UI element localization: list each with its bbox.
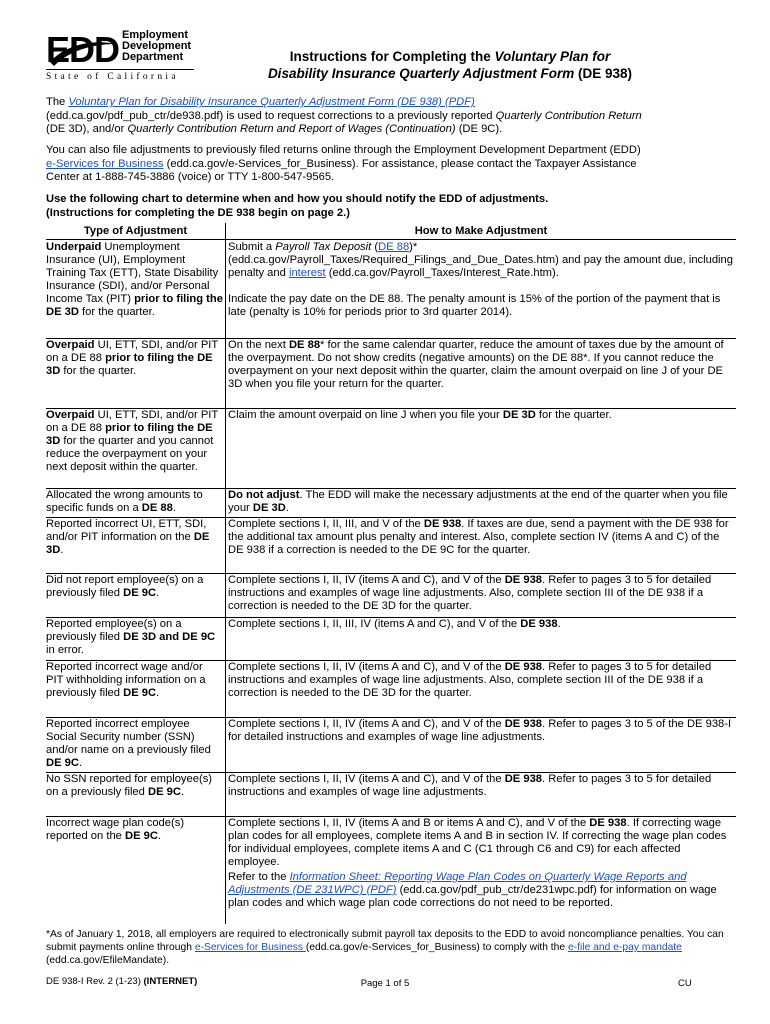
header-how-to-adjust: How to Make Adjustment [414, 225, 548, 237]
adjustment-instructions-cell: Complete sections I, II, IV (items A and C), and V of the DE 938. Refer to pages 3 to 5 for detailed instructions and examples of wage line adjustments. Also, complete section III of the DE 938 if a correction is needed to the DE 3D for the quarter. [228, 661, 712, 699]
adjustment-type-cell: Reported incorrect wage and/or PIT withholding information on a previously filed DE 9C. [46, 660, 226, 717]
de231wpc-link[interactable]: Information Sheet: Reporting Wage Plan Codes on Quarterly Wage Reports and Adjustments (DE 231WPC) (PDF) [228, 871, 687, 896]
adjustment-instructions-cell: Complete sections I, II, IV (items A and B or items A and C), and V of the DE 938. If correcting wage plan codes for all employees, complete items A and B in section IV. If correcting the wage plan codes for individual employees, complete items A and C (C1 through C6 and C9) for each affected employee. Refer to the Information Sheet: Reporting Wage Plan Codes on Quarterly Wage Reports and Adjustments (DE 231WPC) (PDF) (edd.ca.gov/pdf_pub_ctr/de231wpc.pdf) for information on wage plan codes and which wage plan code corrections do not need to be reported. [228, 817, 727, 909]
page-number: Page 1 of 5 [360, 978, 410, 989]
table-row [46, 816, 736, 924]
footnote-e-services-link[interactable]: e-Services for Business [194, 942, 306, 953]
adjustment-type-cell: Reported incorrect employee Social Security number (SSN) and/or name on a previously filed DE 9C. [46, 717, 226, 772]
table-row [46, 488, 736, 518]
table-row [46, 517, 736, 574]
adjustment-instructions-cell: Submit a Payroll Tax Deposit (DE 88)* (edd.ca.gov/Payroll_Taxes/Required_Filings_and_Due_Dates.htm) and pay the amount due, including penalty and interest (edd.ca.gov/Payroll_Taxes/Interest_Rate.htm). Indicate the pay date on the DE 88. The penalty amount is 15% of the portion of the payment that is late (penalty is 10% for periods prior to 3rd quarter 2014). [228, 241, 733, 318]
adjustment-type-cell: Reported employee(s) on a previously filed DE 3D and DE 9C in error. [46, 617, 226, 660]
de88-link[interactable]: DE 88 [378, 241, 410, 253]
cu-marker: CU [678, 978, 692, 989]
header-type-of-adjustment: Type of Adjustment [46, 223, 226, 239]
logo-department-text: Employment Development Department [122, 29, 192, 63]
adjustment-type-cell: Allocated the wrong amounts to specific funds on a DE 88. [46, 488, 226, 517]
adjustment-instructions-cell: Complete sections I, II, IV (items A and C), and V of the DE 938. Refer to pages 3 to 5 for detailed instructions and examples of wage line adjustments. [228, 773, 712, 798]
table-row [46, 660, 736, 718]
adjustment-type-cell: Did not report employee(s) on a previously filed DE 9C. [46, 573, 226, 617]
intro-paragraph-1: The Voluntary Plan for Disability Insurance Quarterly Adjustment Form (DE 938) (PDF) (edd.ca.gov/pdf_pub_ctr/de938.pdf) is used to request corrections to a previously reported Quarterly Contribution Return (DE 3D), and/or Quarterly Contribution Return and Report of Wages (Continuation) (DE 9C). [46, 96, 642, 136]
interest-link[interactable]: interest [288, 267, 326, 279]
adjustment-instructions-cell: Do not adjust. The EDD will make the necessary adjustments at the end of the quarter when you file your DE 3D. [228, 489, 728, 514]
adjustment-type-cell: Overpaid UI, ETT, SDI, and/or PIT on a DE 88 prior to filing the DE 3D for the quarter. [46, 338, 226, 408]
edd-logo [46, 30, 196, 80]
adjustment-instructions-cell: Complete sections I, II, III, IV (items A and C), and V of the DE 938. [228, 618, 561, 630]
table-row [46, 338, 736, 409]
adjustment-instructions-cell: Complete sections I, II, III, and V of the DE 938. If taxes are due, send a payment with the DE 938 for the additional tax amount plus penalty and interest. Also, complete section IV (items A and C) of the DE 938 if a correction is needed to the DE 9C for the quarter. [228, 518, 729, 556]
adjustment-instructions-cell: Complete sections I, II, IV (items A and C), and V of the DE 938. Refer to pages 3 to 5 of the DE 938-I for detailed instructions and examples of wage line adjustments. [228, 718, 732, 743]
adjustment-table [46, 223, 736, 909]
table-row [46, 573, 736, 618]
adjustment-type-cell: No SSN reported for employee(s) on a previously filed DE 9C. [46, 772, 226, 816]
table-row [46, 717, 736, 773]
page-title: Instructions for Completing the Voluntary Plan for Disability Insurance Quarterly Adjustment Form (DE 938) [267, 49, 633, 81]
logo-edd-text: EDD [46, 29, 120, 70]
adjustment-instructions-cell: On the next DE 88* for the same calendar quarter, reduce the amount of taxes due by the amount of the overpayment. Do not show credits (negative amounts) on the DE 88*. If you cannot reduce the overpayment on your next deposit within the quarter, claim the amount overpaid on line J of your DE 3D when you file your return for the quarter. [228, 339, 724, 390]
adjustment-instructions-cell: Claim the amount overpaid on line J when you file your DE 3D for the quarter. [228, 409, 612, 421]
adjustment-instructions-cell: Complete sections I, II, IV (items A and C), and V of the DE 938. Refer to pages 3 to 5 for detailed instructions and examples of wage line adjustments. Also, complete section III of the DE 938 if a correction is needed to the DE 3D for the quarter. [228, 574, 712, 612]
logo-state-text: State of California [46, 69, 194, 82]
e-services-link[interactable]: e-Services for Business [46, 157, 164, 170]
intro-paragraph-2: You can also file adjustments to previously filed returns online through the Employment Development Department (EDD) e-Services for Business (edd.ca.gov/e-Services_for_Business). For assistance, please contact the Taxpayer Assistance Center at 1-888-745-3886 (voice) or TTY 1-800-547-9565. [46, 144, 641, 184]
form-id: DE 938-I Rev. 2 (1-23) (INTERNET) [46, 976, 198, 987]
table-row [46, 617, 736, 661]
adjustment-type-cell: Reported incorrect UI, ETT, SDI, and/or PIT information on the DE 3D. [46, 517, 226, 573]
chart-instructions: Use the following chart to determine when and how you should notify the EDD of adjustments. (Instructions for completing the DE 938 begin on page 2.) [46, 193, 549, 219]
table-row [46, 772, 736, 817]
adjustment-type-cell: Underpaid Unemployment Insurance (UI), Employment Training Tax (ETT), State Disability Insurance (SDI), and/or Personal Income Tax (PIT) prior to filing the DE 3D for the quarter. [46, 240, 226, 338]
adjustment-type-cell: Overpaid UI, ETT, SDI, and/or PIT on a DE 88 prior to filing the DE 3D for the quarter and you cannot reduce the overpayment on your next deposit within the quarter. [46, 408, 226, 488]
table-row [46, 408, 736, 489]
adjustment-type-cell: Incorrect wage plan code(s) reported on the DE 9C. [46, 816, 226, 924]
table-header [46, 223, 736, 240]
de938-link[interactable]: Voluntary Plan for Disability Insurance Quarterly Adjustment Form (DE 938) (PDF) [68, 96, 475, 108]
footnote: *As of January 1, 2018, all employers are required to electronically submit payroll tax deposits to the EDD to avoid noncompliance penalties. You can submit payments online through e-Services for Business (edd.ca.gov/e-Services_for_Business) to comply with the e-file and e-pay mandate (edd.ca.gov/EfileMandate). [46, 929, 724, 966]
table-row [46, 240, 736, 339]
efile-mandate-link[interactable]: e-file and e-pay mandate [567, 942, 682, 953]
